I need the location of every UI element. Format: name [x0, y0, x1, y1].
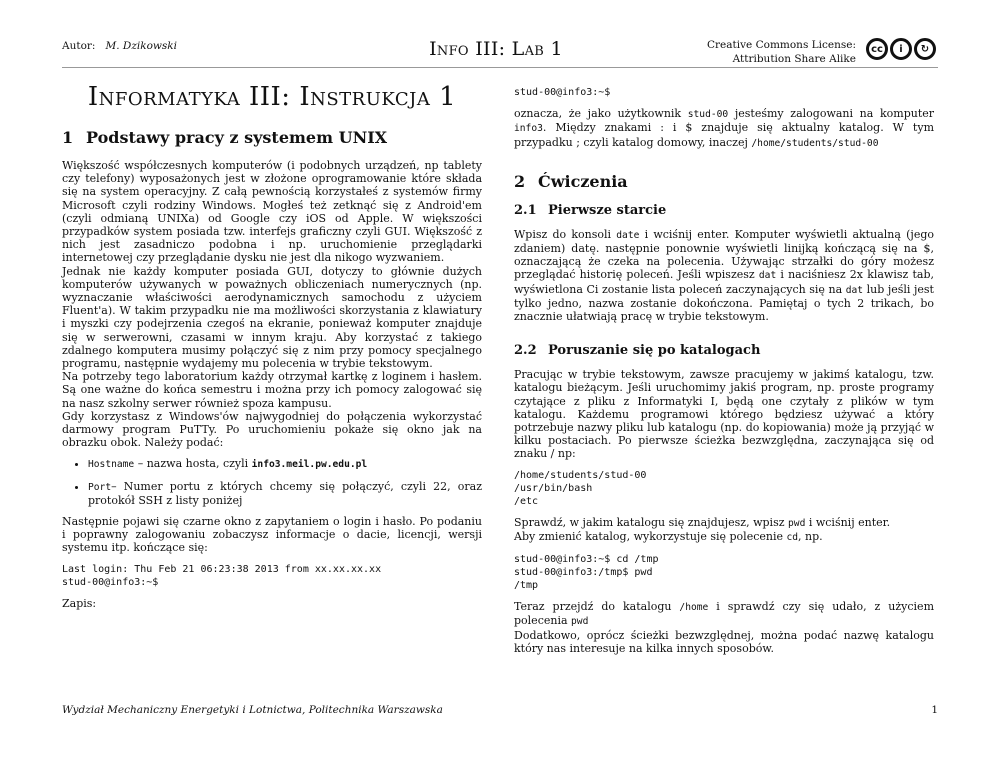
- code-block: [62, 563, 482, 589]
- list-item: [88, 457, 482, 471]
- inline-code: Hostname: [88, 459, 135, 471]
- sa-icon: ↻: [914, 38, 936, 60]
- inline-code: Port: [88, 481, 112, 493]
- connection-list: [62, 457, 482, 507]
- paragraph: Wpisz do konsoli date i wciśnij enter. Komputer wyświetli aktualną (jego zdaniem) datę. następnie ponownie wyświetli linijką kończącą się na $, oznaczającą że czeka na polecenia. Używając strzałki do góry możesz przeglądać historię poleceń. Jeśli wpiszesz dat i naciśniesz 2x klawisz tab, wyświetlona Ci zostanie lista poleceń zaczynających się na dat lub jeśli jest tylko jedno, nazwa zostanie dokończona. Pamiętaj o tych 2 trikach, bo znacznie ułatwiają pracę w trybie tekstowym.: [514, 227, 935, 324]
- code-line: Last login: Thu Feb 21 06:23:38 2013 from xx.xx.xx.xx: [62, 563, 382, 575]
- subsection-number: 2.2: [514, 343, 537, 359]
- cc-icon: cc: [866, 38, 888, 60]
- code-line: stud-00@info3:~$: [62, 576, 159, 588]
- author-label: Autor:: [62, 40, 96, 52]
- list-text: – Numer portu z których chcemy się połączyć, czyli 22, oraz protokół SSH z listy poniżej: [88, 479, 482, 507]
- code-block: [514, 469, 934, 509]
- inline-code: info3.meil.pw.edu.pl: [251, 459, 368, 471]
- inline-code: pwd: [571, 616, 589, 628]
- cc-badge: [866, 38, 936, 60]
- inline-code: date: [616, 229, 640, 241]
- header-title: Info III: Lab 1: [429, 38, 563, 60]
- paragraph: Większość współczesnych komputerów (i podobnych urządzeń, np tablety czy telefony) wyposażonych jest w złożone oprogramowanie które składa się na system operacyjny. Z całą pewnością korzystałeś z systemów firmy Microsoft czyli rodziny Windows. Mogłeś też zetknąć się z Android'em (czyli odmianą UNIXa) od Google czy iOS od Apple. W większości przypadków system posiada tzw. interfejs graficzny czyli GUI. Większość z nich jest zasadniczo podobna i np. uruchomienie przeglądarki internetowej czy przeglądanie dysku nie jest dla nikogo wyzwaniem.: [62, 159, 482, 265]
- inline-code: pwd: [788, 518, 806, 530]
- section-number: 1: [62, 128, 74, 147]
- right-column: [514, 86, 934, 655]
- code-block: [514, 553, 934, 593]
- author-name: M. Dzikowski: [105, 40, 177, 52]
- paragraph: Sprawdź, w jakim katalogu się znajdujesz, wpisz pwd i wciśnij enter.: [514, 516, 891, 530]
- header-rule: [62, 67, 938, 68]
- page-number: 1: [931, 704, 938, 716]
- subsection-number: 2.1: [514, 202, 537, 218]
- inline-code: stud-00: [687, 109, 729, 121]
- inline-code: dat: [845, 284, 864, 296]
- paragraph: Aby zmienić katalog, wykorzystuje się polecenie cd, np.: [514, 530, 823, 544]
- section-heading-1: [62, 128, 482, 147]
- subsection-heading-2-1: [514, 203, 934, 218]
- section-title: Ćwiczenia: [538, 171, 628, 191]
- section-title: Podstawy pracy z systemem UNIX: [86, 128, 388, 147]
- left-column: [62, 82, 482, 610]
- document-title: Informatyka III: Instrukcja 1: [87, 82, 457, 112]
- code-line: /home/students/stud-00: [514, 469, 647, 481]
- section-number: 2: [514, 171, 526, 191]
- code-line: stud-00@info3:/tmp$ pwd: [514, 566, 653, 578]
- inline-code: /home: [679, 602, 709, 614]
- paragraph: Pracując w trybie tekstowym, zawsze pracujemy w jakimś katalogu, tzw. katalogu bieżącym. Jeśli uruchomimy jakiś program, np. proste programy czytające z pliku z Informatyki I, będą one czytały z plików w tym katalogu. Każdemu programowi którego będziesz używać a który potrzebuje nazwy pliku lub katalogu (np. do kopiowania) może ją przyjąć w kilku postaciach. Po pierwsze ścieżka bezwzględna, zaczynająca się od znaku / np:: [514, 368, 934, 461]
- list-item: [88, 480, 482, 507]
- inline-code: /home/students/stud-00: [751, 137, 879, 149]
- paragraph: Na potrzeby tego laboratorium każdy otrzymał kartkę z loginem i hasłem. Są one ważne do końca semestru i można przy ich pomocy zalogować się na nasz szkolny serwer również spoza kampusu.: [62, 370, 482, 410]
- by-icon: i: [890, 38, 912, 60]
- subsection-title: Poruszanie się po katalogach: [548, 343, 761, 359]
- license-line-2: Attribution Share Alike: [732, 53, 856, 65]
- footer-institution: Wydział Mechaniczny Energetyki i Lotnictwa, Politechnika Warszawska: [62, 704, 443, 716]
- inline-code: cd: [786, 532, 799, 544]
- code-line: /etc: [514, 496, 539, 508]
- paragraph: Zapis:: [62, 597, 97, 611]
- inline-code: info3: [514, 123, 543, 135]
- subsection-title: Pierwsze starcie: [548, 202, 667, 218]
- code-line: stud-00@info3:~$ cd /tmp: [514, 553, 659, 565]
- license-line-1: Creative Commons License:: [707, 39, 856, 51]
- paragraph: Dodatkowo, oprócz ścieżki bezwzględnej, można podać nazwę katalogu który nas interesuje na kilka innych sposobów.: [514, 628, 934, 655]
- paragraph: oznacza, że jako użytkownik stud-00 jesteśmy zalogowani na komputer info3. Między znakami : i $ znajduje się aktualny katalog. W tym przypadku ; czyli katalog domowy, inaczej /home/students/stud-00: [514, 107, 935, 149]
- inline-code: dat: [758, 270, 777, 282]
- paragraph: Następnie pojawi się czarne okno z zapytaniem o login i hasło. Po podaniu i poprawny zalogowaniu zobaczysz informacje o dacie, licencji, wersji systemu itp. kończące się:: [62, 515, 482, 555]
- header-license: [707, 38, 856, 66]
- list-text: – nazwa hosta, czyli: [134, 457, 252, 471]
- paragraph: Gdy korzystasz z Windows'ów najwygodniej do połączenia wykorzystać darmowy program PuTTy. Po uruchomieniu pokaże się okno jak na obrazku obok. Należy podać:: [62, 409, 482, 450]
- paragraph: Teraz przejdź do katalogu /home i sprawdź czy się udało, z użyciem polecenia pwd: [514, 600, 934, 628]
- code-line: /tmp: [514, 580, 539, 592]
- code-line: /usr/bin/bash: [514, 482, 593, 494]
- section-heading-2: [514, 172, 934, 191]
- code-line: stud-00@info3:~$: [514, 87, 611, 98]
- subsection-heading-2-2: [514, 343, 934, 358]
- paragraph: Jednak nie każdy komputer posiada GUI, dotyczy to głównie dużych komputerów używanych w poważnych obliczeniach numerycznych (np. wyznaczanie właściwości aerodynamicznych samochodu z użyciem Fluent'a). W takim przypadku nie ma możliwości skorzystania z klawiatury i myszki czy podejrzenia czegoś na ekranie, ponieważ komputer znajduje się w serwerowni, czasami w innym kraju. Aby korzystać z takiego zdalnego komputera musimy połączyć się z nim przy pomocy specjalnego programu, następnie wydajemy mu polecenia w trybie tekstowym.: [62, 264, 482, 371]
